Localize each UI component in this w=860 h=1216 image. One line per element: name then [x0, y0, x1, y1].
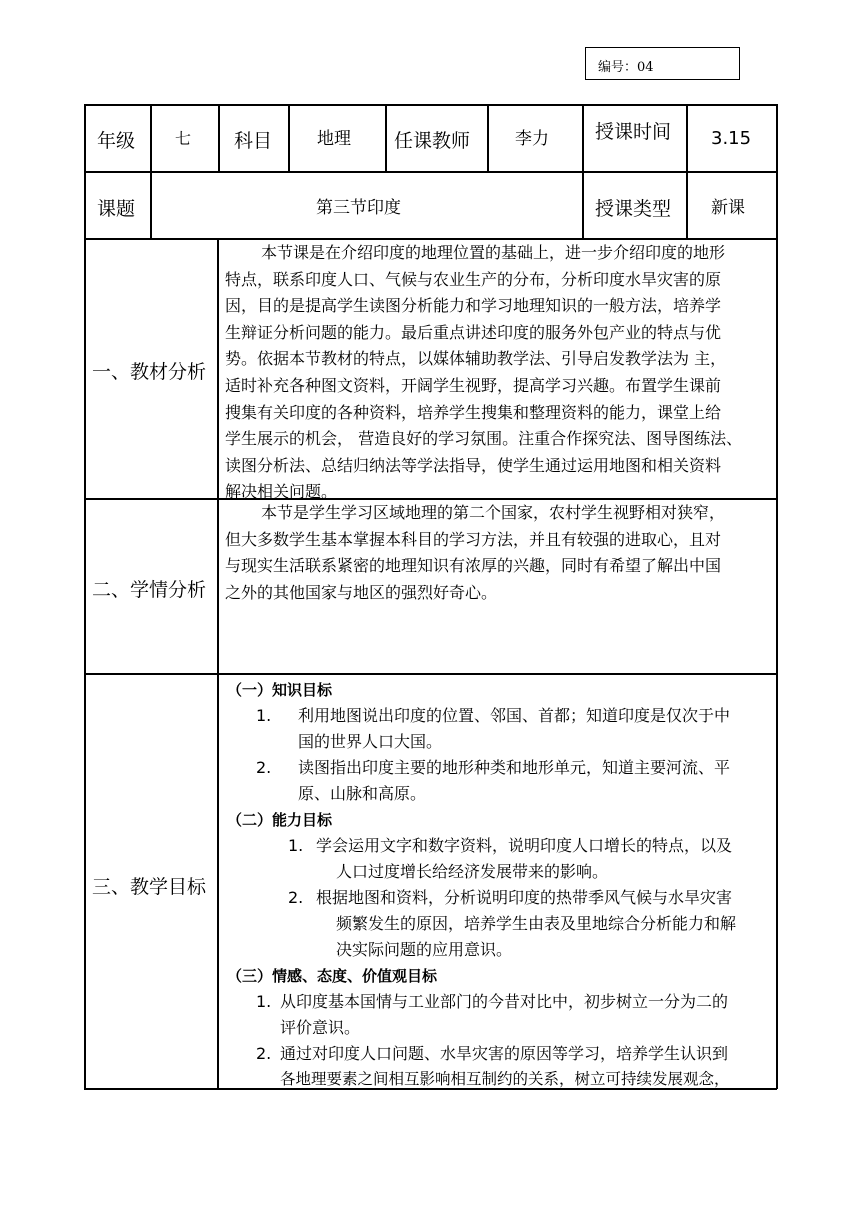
- grade-label: 年级: [97, 130, 136, 152]
- student-analysis-label: 二、学情分析: [92, 579, 207, 601]
- grade-value: 七: [175, 129, 192, 148]
- text-line: 特点，联系印度人口、气候与农业生产的分布，分析印度水旱灾害的原: [225, 269, 722, 289]
- text-line: 势。依据本节教材的特点，以媒体辅助教学法、引导启发教学法为 主，: [225, 349, 727, 369]
- lesson-type-label: 授课类型: [595, 198, 672, 220]
- list-item-line: 根据地图和资料，分析说明印度的热带季风气候与水旱灾害: [316, 888, 733, 907]
- list-item-line: 读图指出印度主要的地形种类和地形单元，知道主要河流、平: [298, 758, 731, 777]
- list-item-line: 通过对印度人口问题、水旱灾害的原因等学习，培养学生认识到: [280, 1044, 729, 1063]
- textbook-analysis-label: 一、教材分析: [92, 361, 207, 383]
- text-line: 解决相关问题。: [225, 482, 338, 502]
- list-item-line: 从印度基本国情与工业部门的今昔对比中，初步树立一分为二的: [280, 992, 729, 1011]
- emotion-goals-title: （三）情感、态度、价值观目标: [227, 967, 438, 985]
- subject-value: 地理: [317, 129, 351, 149]
- topic-value: 第三节印度: [316, 198, 401, 218]
- lesson-type-value: 新课: [711, 198, 745, 218]
- serial-box: [585, 47, 740, 80]
- list-item-line: 频繁发生的原因，培养学生由表及里地综合分析能力和解: [336, 914, 737, 933]
- student-analysis-text: [225, 500, 725, 606]
- list-item-line: 评价意识。: [280, 1018, 361, 1037]
- textbook-analysis-text: [225, 240, 742, 506]
- text-line: 读图分析法、总结归纳法等学法指导，使学生通过运用地图和相关资料: [225, 455, 722, 475]
- text-line: 之外的其他国家与地区的强烈好奇心。: [225, 582, 498, 602]
- text-line: 但大多数学生基本掌握本科目的学习方法，并且有较强的进取心，且对: [225, 529, 722, 549]
- list-number: 2.: [256, 1044, 272, 1063]
- text-line: 搜集有关印度的各种资料，培养学生搜集和整理资料的能力，课堂上给: [225, 402, 722, 422]
- list-number: 1.: [256, 992, 272, 1011]
- text-line: 与现实生活联系紧密的地理知识有浓厚的兴趣，同时有希望了解出中国: [225, 556, 722, 576]
- list-item-line: 各地理要素之间相互影响相互制约的关系，树立可持续发展观念，: [280, 1070, 730, 1088]
- list-item-line: 学会运用文字和数字资料，说明印度人口增长的特点，以及: [316, 836, 733, 855]
- list-number: 1.: [256, 706, 272, 725]
- list-number: 2.: [256, 758, 272, 777]
- ability-goals-title: （二）能力目标: [227, 811, 333, 829]
- subject-label: 科目: [234, 130, 273, 152]
- text-line: 适时补充各种图文资料，开阔学生视野，提高学习兴趣。布置学生课前: [225, 375, 722, 395]
- list-item-line: 国的世界人口大国。: [298, 732, 443, 751]
- text-line: 学生展示的机会， 营造良好的学习氛围。注重合作探究法、图导图练法、: [225, 429, 743, 449]
- list-item-line: 利用地图说出印度的位置、邻国、首都；知道印度是仅次于中: [298, 706, 731, 725]
- list-item-line: 决实际问题的应用意识。: [336, 940, 513, 959]
- text-line: 本节是学生学习区域地理的第二个国家，农村学生视野相对狭窄，: [261, 503, 726, 522]
- topic-label: 课题: [97, 198, 136, 220]
- serial-number: 编号：04: [598, 60, 654, 75]
- list-number: 1.: [288, 836, 304, 855]
- teacher-value: 李力: [515, 129, 549, 149]
- text-line: 生辩证分析问题的能力。最后重点讲述印度的服务外包产业的特点与优: [225, 322, 722, 342]
- teacher-label: 任课教师: [394, 130, 471, 152]
- text-line: 本节课是在介绍印度的地理位置的基础上，进一步介绍印度的地形: [261, 243, 726, 262]
- teaching-goals-label: 三、教学目标: [92, 876, 207, 898]
- list-item-line: 原、山脉和高原。: [298, 784, 427, 803]
- text-line: 因，目的是提高学生读图分析能力和学习地理知识的一般方法，培养学: [225, 296, 722, 316]
- time-value: 3.15: [711, 128, 752, 149]
- list-item-line: 人口过度增长给经济发展带来的影响。: [336, 862, 609, 881]
- knowledge-goals-title: （一）知识目标: [227, 681, 333, 699]
- list-number: 2.: [288, 888, 304, 907]
- time-label: 授课时间: [595, 121, 672, 143]
